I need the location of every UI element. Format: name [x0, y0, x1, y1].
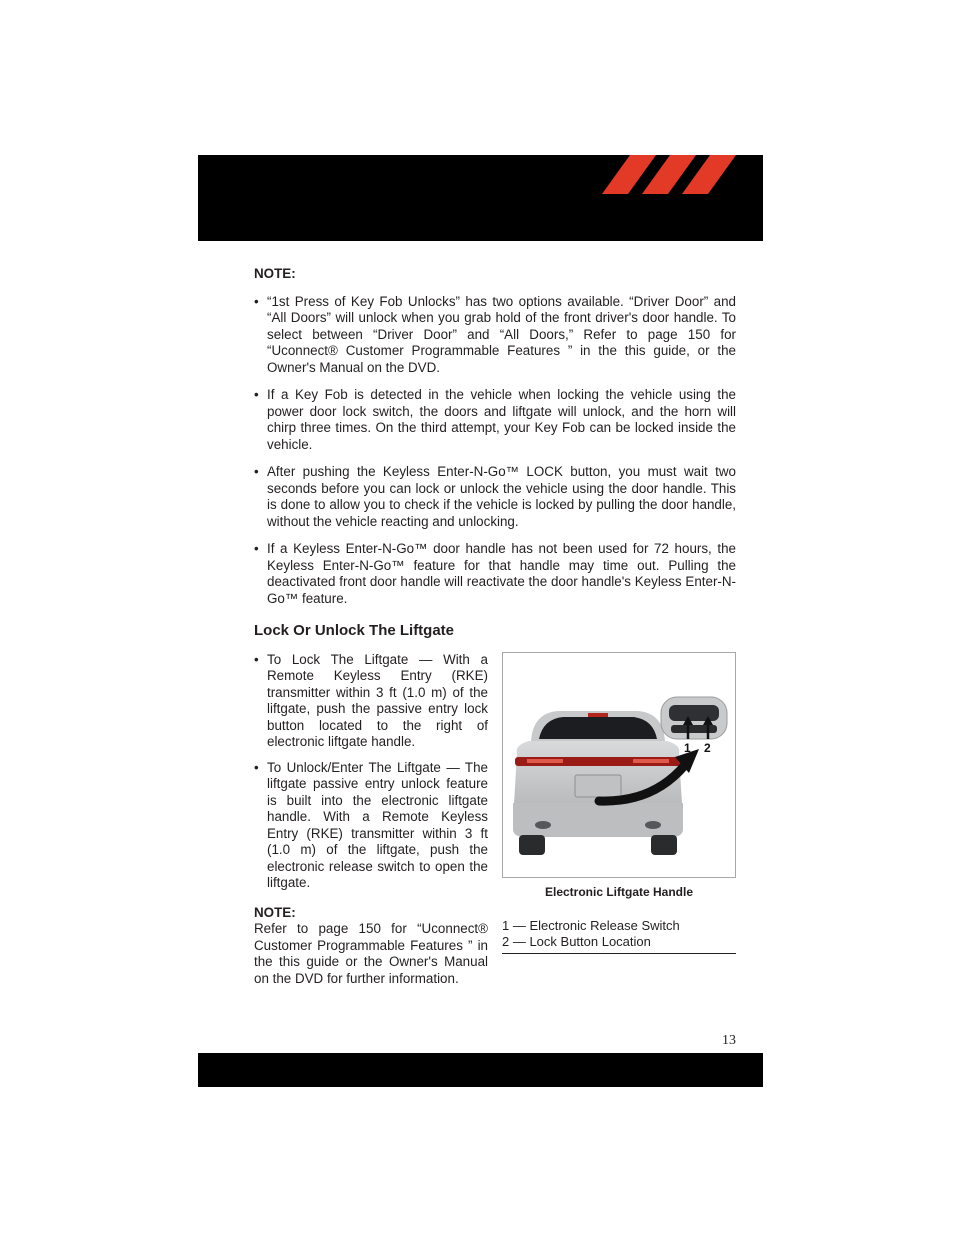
callout-1-label: 1 — [684, 740, 691, 755]
note-bullet-item: • After pushing the Keyless Enter-N-Go™ LOCK button, you must wait two seconds before you can lock or unlock the vehicle using the door handle. This is done to allow you to check if the vehicle is locked by pulling the door handle, without the vehicle reacting and unlocking. — [254, 464, 736, 530]
note-bullet-item: • “1st Press of Key Fob Unlocks” has two options available. “Driver Door” and “All Doors” will unlock when you grab hold of the front driver's door handle. To select between “Driver Door” and “All Doors,” Refer to page 150 for “Uconnect® Customer Programmable Features ” in the this guide, or the Owner's Manual on the DVD. — [254, 294, 736, 377]
note-label: NOTE: — [254, 266, 296, 281]
callout-2-label: 2 — [704, 740, 711, 755]
note-bullet-item: • If a Keyless Enter-N-Go™ door handle has not been used for 72 hours, the Keyless Enter-N-Go™ feature for that handle may time out. Pulling the deactivated front door handle will reactivate the door handle's Keyless Enter-N-Go™ feature. — [254, 541, 736, 607]
figure-caption: Electronic Liftgate Handle — [544, 884, 694, 899]
liftgate-figure — [502, 652, 736, 955]
page-content — [254, 266, 736, 986]
liftgate-illustration-frame — [502, 652, 736, 878]
section-header-bar — [198, 155, 763, 241]
page-number: 13 — [722, 1033, 736, 1048]
footer-bar — [198, 1053, 763, 1087]
figure-legend — [502, 918, 736, 954]
liftgate-bullet-list — [254, 652, 488, 892]
vehicle-rear-illustration — [503, 653, 735, 877]
liftgate-note-text: Refer to page 150 for “Uconnect® Customer Programmable Features ” in the this guide or the Owner's Manual on the DVD for further information. — [254, 921, 488, 986]
racing-stripes-graphic — [198, 155, 763, 241]
liftgate-note-label: NOTE: — [254, 904, 296, 920]
note-bullet-item: • If a Key Fob is detected in the vehicle when locking the vehicle using the power door lock switch, the doors and liftgate will unlock, and the horn will chirp three times. On the third attempt, your Key Fob can be locked inside the vehicle. — [254, 387, 736, 453]
liftgate-text-column — [254, 652, 488, 988]
note-bullet-list — [254, 294, 736, 608]
liftgate-heading: Lock Or Unlock The Liftgate — [254, 622, 455, 639]
legend-item: 1 — Electronic Release Switch — [502, 918, 680, 933]
legend-item: 2 — Lock Button Location — [502, 933, 651, 949]
liftgate-section — [254, 651, 736, 986]
liftgate-bullet-item: • To Lock The Liftgate — With a Remote Keyless Entry (RKE) transmitter within 3 ft (1.0 m) of the liftgate, push the passive entry lock button located to the right of electronic liftgate handle. — [254, 652, 488, 751]
liftgate-bullet-item: • To Unlock/Enter The Liftgate — The liftgate passive entry unlock feature is built into the electronic liftgate handle. With a Remote Keyless Entry (RKE) transmitter within 3 ft (1.0 m) of the liftgate, push the electronic release switch to open the liftgate. — [254, 760, 488, 892]
